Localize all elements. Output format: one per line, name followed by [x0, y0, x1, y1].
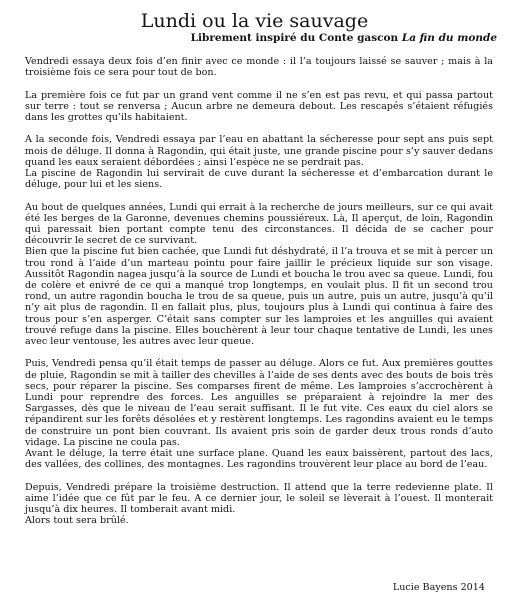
paragraph-5: Puis, Vendredi pensa qu’il était temps de passer au déluge. Alors ce fut. Aux premières gouttes de pluie, Ragondin se mit à tailler des chevilles à l’aide de ses dents avec des bouts de bois très secs, pour réparer la piscine. Ses comparses firent de même. Les lamproies s’accrochèrent à Lundi pour reprendre des forces. Les anguilles se préparaient à rejoindre la mer des Sargasses, dès que le niveau de l’eau serait suffisant. Il le fut vite. Ces eaux du ciel alors se répandirent sur les forêts désolées et y restèrent longtemps. Les ragondins avaient eu le temps de construire un pont bien couvrant. Ils avaient pris soin de garder deux trous ronds d’auto vidage. La piscine ne coula pas. Avant le déluge, la terre était une surface plane. Quand les eaux baissèrent, partout des lacs, des vallées, des collines, des montagnes. Les ragondins trouvèrent leur place au bord de l’eau. [25, 358, 493, 471]
paragraph-4: Au bout de quelques années, Lundi qui errait à la recherche de jours meilleurs, sur ce qui avait été les berges de la Garonne, devenues chemins poussiéreux. Là, Il aperçut, de loin, Ragondin qui paressait bien portant compte tenu des circonstances. Il décida de se cacher pour découvrir le secret de ce survivant. Bien que la piscine fut bien cachée, que Lundi fut déshydraté, il l’a trouva et se mit à percer un trou rond à l’aide d’un marteau pointu pour faire jaillir le précieux liquide sur son visage. Aussitôt Ragondin nagea jusqu’à la source de Lundi et boucha le trou avec sa queue. Lundi, fou de colère et enivré de ce qui a manqué trop longtemps, en voulait plus. Il fit un second trou rond, un autre ragondin boucha le trou de sa queue, puis un autre, puis un autre, jusqu’à qu’il n’y ait plus de ragondin. Il en fallait plus, plus, toujours plus à Lundi qui continua à faire des trous pour s’en asperger. C’était sans compter sur les lamproies et les anguilles qui avaient trouvé refuge dans la piscine. Elles bouchèrent à leur tour chaque tentative de Lundi, les unes avec leur ventouse, les autres avec leur queue. [25, 201, 493, 348]
author-signature: Lucie Bayens 2014 [392, 582, 485, 593]
page-title: Lundi ou la vie sauvage [140, 10, 369, 32]
story-body [25, 56, 493, 538]
paragraph-2: La première fois ce fut par un grand vent comme il ne s’en est pas revu, et qui passa partout sur terre : tout se renversa ; Aucun arbre ne demeura debout. Les rescapés s’étaient réfugiés dans les grottes qu’ils habitaient. [25, 89, 493, 123]
paragraph-3: A la seconde fois, Vendredi essaya par l’eau en abattant la sécheresse pour sept ans puis sept mois de déluge. Il donna à Ragondin, qui était juste, une grande piscine pour s’y sauver dedans quand les eaux seraient débordées ; ainsi l’espèce ne se perdrait pas. La piscine de Ragondin lui servirait de cuve durant la sécheresse et d’embarcation durant le déluge, pour lui et les siens. [25, 134, 493, 191]
subtitle-prefix: Librement inspiré du Conte gascon [190, 32, 402, 44]
subtitle [191, 32, 497, 45]
paragraph-1: Vendredi essaya deux fois d’en finir avec ce monde : il l’a toujours laissé se sauver ; mais à la troisième fois ce sera pour tout de bon. [25, 56, 493, 79]
subtitle-work-title: La fin du monde [401, 32, 497, 44]
paragraph-6: Depuis, Vendredi prépare la troisième destruction. Il attend que la terre redevienne plate. Il aime l’idée que ce fût par le feu. A ce dernier jour, le soleil se lèverait à l’ouest. Il monterait jusqu’à dix heures. Il tomberait avant midi. Alors tout sera brûlé. [25, 481, 493, 527]
